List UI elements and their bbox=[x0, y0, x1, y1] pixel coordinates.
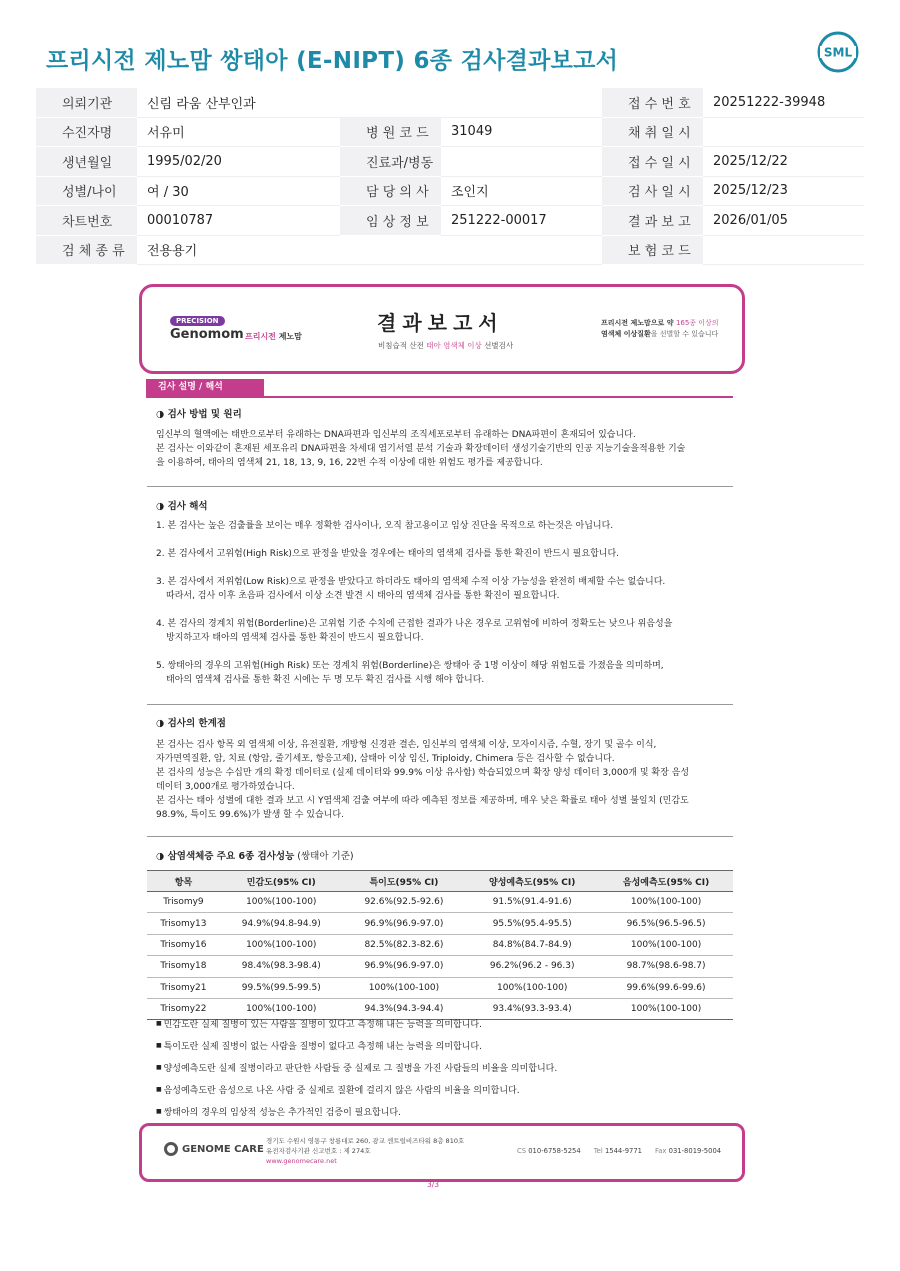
limitation-line: 자가면역질환, 암, 치료 (항암, 줄기세포, 항응고제), 삼태아 이상 임신, Triploidy, Chimera 등은 검사할 수 없습니다. bbox=[156, 754, 615, 764]
definition-text: 음성예측도란 음성으로 나온 사람 중 실제로 질환에 걸리지 않은 사람의 비율을 의미합니다. bbox=[163, 1086, 520, 1096]
performance-cell: Trisomy18 bbox=[147, 956, 220, 977]
info-row bbox=[36, 176, 864, 206]
info-label: 보 험 코 드 bbox=[602, 235, 703, 265]
genome-care-logo: GENOME CARE bbox=[164, 1142, 264, 1156]
definition-text: 민감도란 실제 질병이 있는 사람을 질병이 있다고 측정해 내는 능력을 의미합니다. bbox=[163, 1020, 482, 1030]
performance-cell: Trisomy13 bbox=[147, 913, 220, 934]
info-value bbox=[441, 235, 602, 265]
info-label: 진료과/병동 bbox=[340, 147, 441, 177]
info-value: 20251222-39948 bbox=[703, 88, 864, 117]
divider bbox=[147, 704, 733, 705]
info-label: 검 체 종 류 bbox=[36, 235, 137, 265]
info-value: 조인지 bbox=[441, 176, 602, 206]
definition-item bbox=[156, 1061, 716, 1074]
precision-badge: PRECISION bbox=[170, 316, 225, 326]
limitations-heading: ◑ 검사의 한계점 bbox=[156, 718, 226, 729]
interpretation-line: 따라서, 검사 이후 초음파 검사에서 이상 소견 발견 시 태아의 염색체 검사를 통한 확진이 필요합니다. bbox=[166, 591, 560, 601]
info-value: 서유미 bbox=[137, 117, 340, 147]
interpretation-item bbox=[156, 519, 736, 533]
method-text bbox=[156, 428, 736, 470]
info-value: 251222-00017 bbox=[441, 206, 602, 236]
info-row bbox=[36, 117, 864, 147]
performance-cell: 91.5%(91.4-91.6) bbox=[465, 892, 599, 913]
info-value bbox=[441, 147, 602, 177]
limitation-line: 데이터 3,000개로 평가하였습니다. bbox=[156, 782, 295, 792]
info-label: 차트번호 bbox=[36, 206, 137, 236]
bullet-icon: ■ bbox=[156, 1064, 164, 1071]
section-bar bbox=[146, 379, 733, 398]
interpretation-line: 태아의 염색체 검사를 통한 확진 시에는 두 명 모두 확진 검사를 시행 해야 합니다. bbox=[166, 675, 485, 685]
limitation-line: 본 검사는 검사 항목 외 염색체 이상, 유전질환, 개방형 신경관 결손, 임신부의 염색체 이상, 모자이시즘, 수혈, 장기 및 골수 이식, bbox=[156, 740, 657, 750]
interpretation-line: 방지하고자 태아의 염색체 검사를 통한 확진이 반드시 필요합니다. bbox=[166, 633, 424, 643]
bullet-icon: ■ bbox=[156, 1020, 164, 1027]
report-subtitle: 비침습적 산전 태아 염색체 이상 선별검사 bbox=[378, 341, 514, 350]
performance-cell: 92.6%(92.5-92.6) bbox=[343, 892, 466, 913]
performance-cell: 100%(100-100) bbox=[220, 998, 343, 1019]
patient-info-table bbox=[36, 88, 864, 265]
info-value bbox=[703, 117, 864, 147]
performance-cell: Trisomy22 bbox=[147, 998, 220, 1019]
interpretation-line: 1. 본 검사는 높은 검출률을 보이는 매우 정확한 검사이나, 오직 참고용이고 임상 진단을 목적으로 하는것은 아닙니다. bbox=[156, 521, 614, 531]
method-line: 임신부의 혈액에는 태반으로부터 유래하는 DNA파편과 임신부의 조직세포로부터 유래하는 DNA파편이 혼재되어 있습니다. bbox=[156, 430, 636, 440]
info-value bbox=[703, 235, 864, 265]
performance-cell: 95.5%(95.4-95.5) bbox=[465, 913, 599, 934]
performance-row bbox=[147, 934, 733, 955]
info-label: 성별/나이 bbox=[36, 176, 137, 206]
page-number: 3/3 bbox=[427, 1180, 440, 1189]
performance-row bbox=[147, 956, 733, 977]
performance-cell: 96.9%(96.9-97.0) bbox=[343, 956, 466, 977]
info-label bbox=[340, 88, 441, 117]
divider bbox=[147, 486, 733, 487]
info-row bbox=[36, 88, 864, 117]
info-value: 1995/02/20 bbox=[137, 147, 340, 177]
performance-cell: 100%(100-100) bbox=[599, 998, 733, 1019]
performance-cell: Trisomy9 bbox=[147, 892, 220, 913]
bullet-icon: ■ bbox=[156, 1042, 164, 1049]
performance-heading: ◑ 삼염색체증 주요 6종 검사성능 (쌍태아 기준) bbox=[156, 851, 354, 862]
bullet-icon: ■ bbox=[156, 1086, 164, 1093]
info-value: 신림 라움 산부인과 bbox=[137, 88, 340, 117]
interpretation-item bbox=[156, 659, 736, 687]
footer-url[interactable]: www.genomecare.net bbox=[266, 1157, 337, 1165]
report-note: 프리시전 제노맘으로 약 165종 이상의 염색체 이상질환을 선별할 수 있습니다 bbox=[601, 319, 719, 338]
footer-contacts: CS 010-6758-5254 Tel 1544-9771 Fax 031-8019-5004 bbox=[517, 1147, 722, 1155]
interpretation-item bbox=[156, 547, 736, 561]
info-row bbox=[36, 206, 864, 236]
definition-item bbox=[156, 1105, 716, 1118]
performance-column-header: 민감도(95% CI) bbox=[220, 871, 343, 892]
info-label: 결 과 보 고 bbox=[602, 206, 703, 236]
genomom-brand: Genomom bbox=[170, 327, 244, 342]
method-heading: ◑ 검사 방법 및 원리 bbox=[156, 409, 242, 420]
performance-cell: 82.5%(82.3-82.6) bbox=[343, 934, 466, 955]
info-label: 검 사 일 시 bbox=[602, 176, 703, 206]
info-label: 담 당 의 사 bbox=[340, 176, 441, 206]
definition-item bbox=[156, 1017, 716, 1030]
performance-cell: 96.5%(96.5-96.5) bbox=[599, 913, 733, 934]
info-label: 접 수 일 시 bbox=[602, 147, 703, 177]
info-label: 병 원 코 드 bbox=[340, 117, 441, 147]
info-label: 수진자명 bbox=[36, 117, 137, 147]
performance-table bbox=[147, 870, 733, 1020]
info-label: 임 상 정 보 bbox=[340, 206, 441, 236]
interpretation-item bbox=[156, 575, 736, 603]
performance-cell: 99.6%(99.6-99.6) bbox=[599, 977, 733, 998]
performance-cell: 96.9%(96.9-97.0) bbox=[343, 913, 466, 934]
info-label: 생년월일 bbox=[36, 147, 137, 177]
info-row bbox=[36, 147, 864, 177]
performance-cell: 100%(100-100) bbox=[343, 977, 466, 998]
info-value bbox=[441, 88, 602, 117]
performance-column-header: 항목 bbox=[147, 871, 220, 892]
performance-column-header: 특이도(95% CI) bbox=[343, 871, 466, 892]
limitation-line: 98.9%, 특이도 99.6%)가 발생 할 수 있습니다. bbox=[156, 810, 344, 820]
limitation-line: 본 검사의 성능은 수십만 개의 확정 데이터로 (실제 데이터와 99.9% 이상 유사함) 학습되었으며 확장 양성 데이터 3,000개 및 확장 음성 bbox=[156, 768, 690, 778]
info-value: 00010787 bbox=[137, 206, 340, 236]
definition-item bbox=[156, 1083, 716, 1096]
interpretation-text bbox=[156, 519, 736, 701]
info-value: 31049 bbox=[441, 117, 602, 147]
info-label bbox=[340, 235, 441, 265]
performance-cell: 100%(100-100) bbox=[599, 892, 733, 913]
limitation-line: 본 검사는 태아 성별에 대한 결과 보고 시 Y염색체 검출 여부에 따라 예측된 정보를 제공하며, 매우 낮은 확률로 태아 성별 불일치 (민감도 bbox=[156, 796, 689, 806]
info-value: 2025/12/22 bbox=[703, 147, 864, 177]
performance-cell: 98.4%(98.3-98.4) bbox=[220, 956, 343, 977]
method-line: 본 검사는 이와같이 혼재된 세포유리 DNA파편을 차세대 염기서열 분석 기술과 확장데이터 생성기술기반의 인공 지능기술을적용한 기술 bbox=[156, 444, 686, 454]
interpretation-line: 5. 쌍태아의 경우의 고위험(High Risk) 또는 경계치 위험(Borderline)은 쌍태아 중 1명 이상이 해당 위험도를 가졌음을 의미하며, bbox=[156, 661, 664, 671]
genome-care-ring-icon bbox=[164, 1142, 178, 1156]
performance-cell: 98.7%(98.6-98.7) bbox=[599, 956, 733, 977]
interpretation-line: 2. 본 검사에서 고위험(High Risk)으로 판정을 받았을 경우에는 태아의 염색체 검사를 통한 확진이 반드시 필요합니다. bbox=[156, 549, 620, 559]
performance-cell: 100%(100-100) bbox=[599, 934, 733, 955]
document-title: 프리시전 제노맘 쌍태아 (E-NIPT) 6종 검사결과보고서 bbox=[46, 48, 619, 74]
performance-row bbox=[147, 977, 733, 998]
report-footer bbox=[139, 1123, 745, 1182]
method-line: 을 이용하여, 태아의 염색체 21, 18, 13, 9, 16, 22번 수적 이상에 대한 위험도 평가를 제공합니다. bbox=[156, 458, 543, 468]
performance-column-header: 음성예측도(95% CI) bbox=[599, 871, 733, 892]
info-value: 여 / 30 bbox=[137, 176, 340, 206]
performance-cell: 100%(100-100) bbox=[465, 977, 599, 998]
performance-cell: Trisomy16 bbox=[147, 934, 220, 955]
info-label: 의뢰기관 bbox=[36, 88, 137, 117]
info-label: 접 수 번 호 bbox=[602, 88, 703, 117]
info-label: 채 취 일 시 bbox=[602, 117, 703, 147]
report-title: 결과보고서 bbox=[377, 311, 504, 335]
performance-cell: 100%(100-100) bbox=[220, 892, 343, 913]
svg-text:SML: SML bbox=[823, 45, 853, 60]
performance-cell: 94.9%(94.8-94.9) bbox=[220, 913, 343, 934]
performance-cell: Trisomy21 bbox=[147, 977, 220, 998]
section-tab: 검사 설명 / 해석 bbox=[146, 379, 264, 396]
interpretation-line: 3. 본 검사에서 저위험(Low Risk)으로 판정을 받았다고 하더라도 태아의 염색체 수적 이상 가능성을 완전히 배제할 수는 없습니다. bbox=[156, 577, 666, 587]
info-value: 2025/12/23 bbox=[703, 176, 864, 206]
definition-text: 쌍태아의 경우의 임상적 성능은 추가적인 검증이 필요합니다. bbox=[163, 1108, 401, 1118]
definition-item bbox=[156, 1039, 716, 1052]
performance-cell: 96.2%(96.2 - 96.3) bbox=[465, 956, 599, 977]
performance-row bbox=[147, 913, 733, 934]
divider bbox=[147, 836, 733, 837]
footer-address: 경기도 수원시 영통구 창룡대로 260, 광교 센트럴비즈타워 8층 810호 유전자검사기관 신고번호 : 제 274호 www.genomecare.net bbox=[266, 1137, 465, 1165]
performance-cell: 94.3%(94.3-94.4) bbox=[343, 998, 466, 1019]
interpretation-heading: ◑ 검사 해석 bbox=[156, 501, 208, 512]
brand-subtitle: 프리시전 제노맘 bbox=[245, 332, 302, 341]
info-value: 2026/01/05 bbox=[703, 206, 864, 236]
bullet-icon: ■ bbox=[156, 1108, 164, 1115]
performance-cell: 84.8%(84.7-84.9) bbox=[465, 934, 599, 955]
limitations-text bbox=[156, 738, 736, 822]
interpretation-item bbox=[156, 617, 736, 645]
performance-cell: 99.5%(99.5-99.5) bbox=[220, 977, 343, 998]
info-row bbox=[36, 235, 864, 265]
info-value: 전용용기 bbox=[137, 235, 340, 265]
performance-cell: 93.4%(93.3-93.4) bbox=[465, 998, 599, 1019]
report-header bbox=[139, 284, 745, 374]
performance-row bbox=[147, 892, 733, 913]
interpretation-line: 4. 본 검사의 경계치 위험(Borderline)은 고위험 기준 수치에 근접한 결과가 나온 경우로 고위험에 비하여 정확도는 낮으나 위음성을 bbox=[156, 619, 673, 629]
definition-text: 양성예측도란 실제 질병이라고 판단한 사람들 중 실제로 그 질병을 가진 사람들의 비율을 의미합니다. bbox=[163, 1064, 558, 1074]
definition-text: 특이도란 실제 질병이 없는 사람을 질병이 없다고 측정해 내는 능력을 의미합니다. bbox=[163, 1042, 482, 1052]
sml-logo bbox=[816, 30, 860, 74]
performance-column-header: 양성예측도(95% CI) bbox=[465, 871, 599, 892]
performance-cell: 100%(100-100) bbox=[220, 934, 343, 955]
